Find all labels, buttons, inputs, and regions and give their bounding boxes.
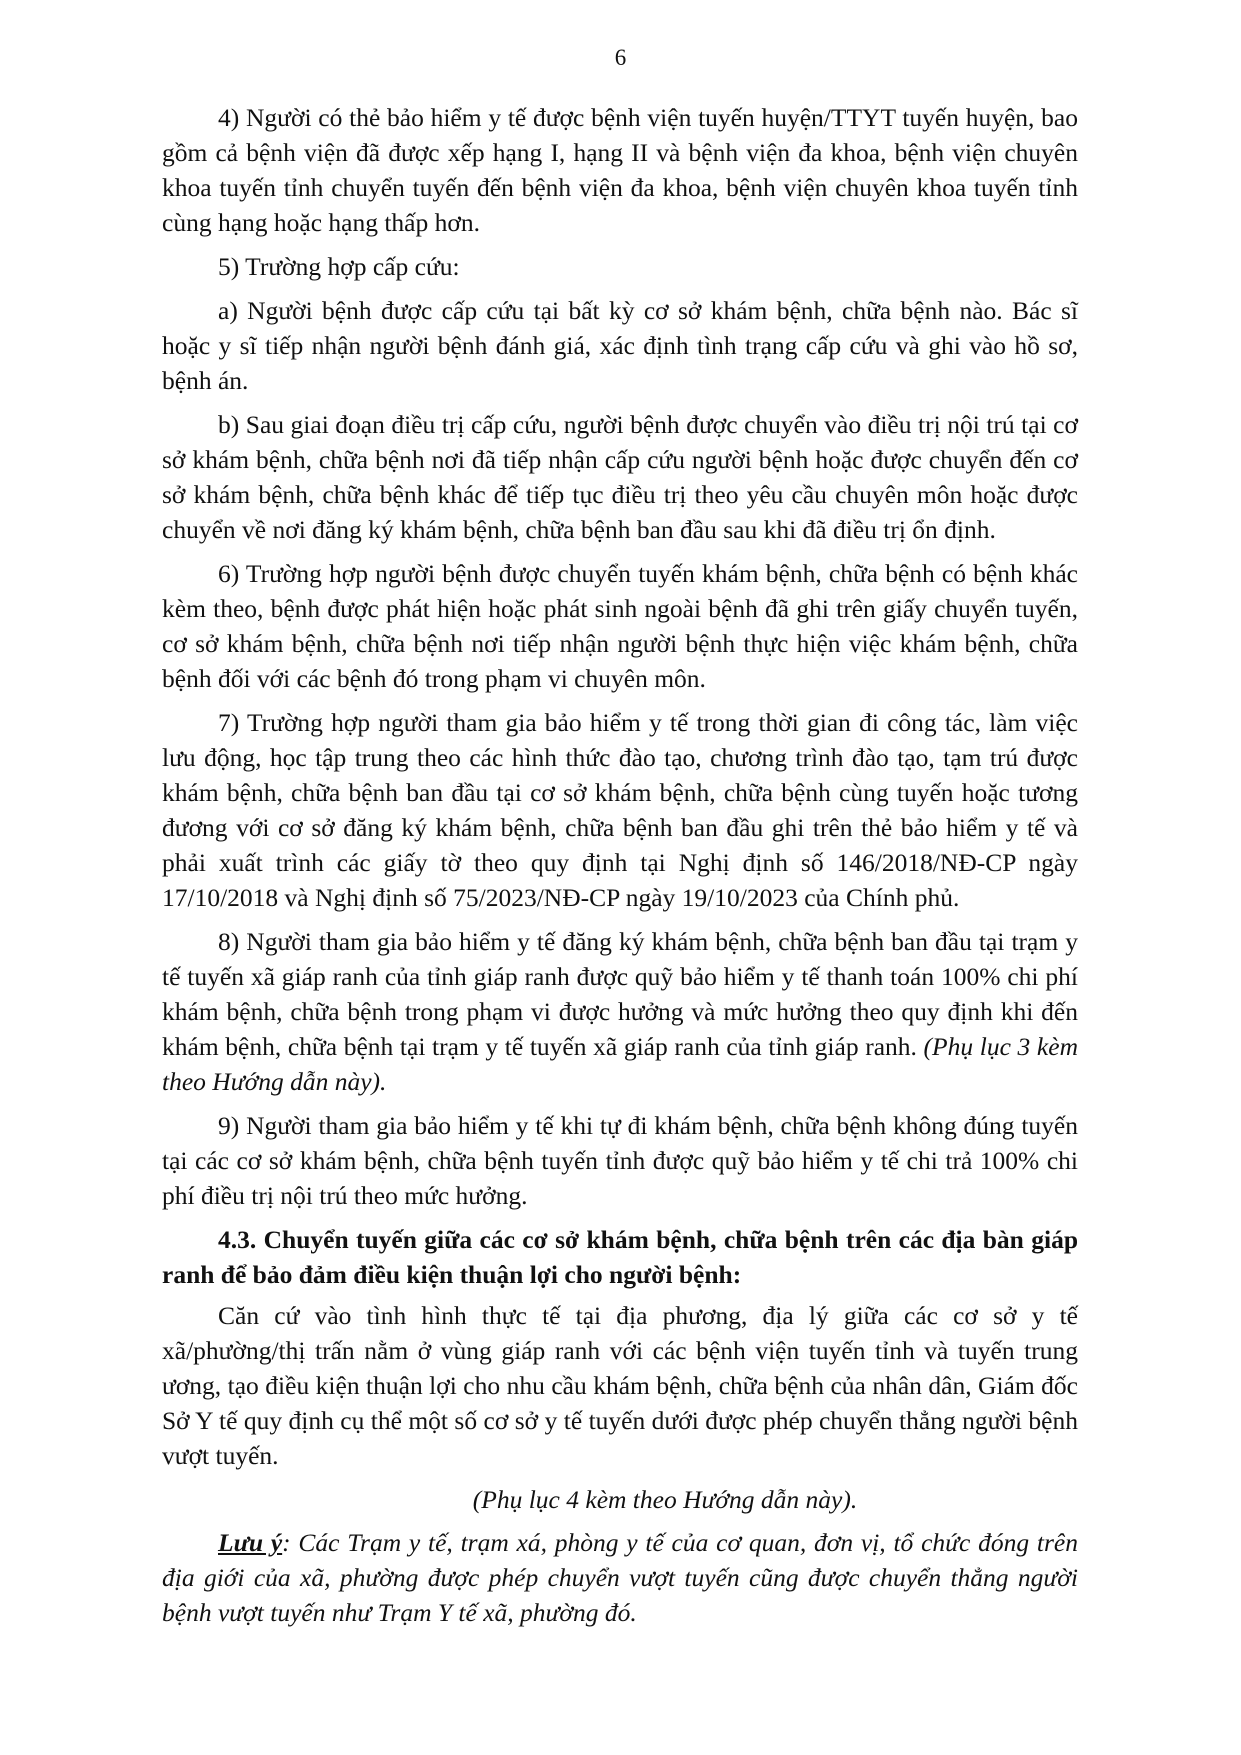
paragraph-item-5: 5) Trường hợp cấp cứu: [218,252,460,281]
paragraph-item-5b: b) Sau giai đoạn điều trị cấp cứu, người bệnh được chuyển vào điều trị nội trú tại cơ sở khám bệnh, chữa bệnh nơi đã tiếp nhận cấp cứu người bệnh hoặc được chuyển đến cơ sở khám bệnh, chữa bệnh khác để tiếp tục điều trị theo yêu cầu chuyên môn hoặc được chuyển về nơi đăng ký khám bệnh, chữa bệnh ban đầu sau khi đã điều trị ổn định. [162,410,1078,544]
section-heading-4-3: 4.3. Chuyển tuyến giữa các cơ sở khám bệnh, chữa bệnh trên các địa bàn giáp ranh để bảo đảm điều kiện thuận lợi cho người bệnh: [162,1225,1078,1289]
note-label: Lưu ý [218,1528,283,1557]
paragraph-item-8-text: 8) Người tham gia bảo hiểm y tế đăng ký khám bệnh, chữa bệnh ban đầu tại trạm y tế tuyến xã giáp ranh của tỉnh giáp ranh được quỹ bảo hiểm y tế thanh toán 100% chi phí khám bệnh, chữa bệnh trong phạm vi được hưởng và mức hưởng theo quy định khi đến khám bệnh, chữa bệnh tại trạm y tế tuyến xã giáp ranh của tỉnh giáp ranh. [162,927,1078,1061]
note-text: Các Trạm y tế, trạm xá, phòng y tế của cơ quan, đơn vị, tổ chức đóng trên địa giới của xã, phường được phép chuyển vượt tuyến cũng được chuyển thẳng người bệnh vượt tuyến như Trạm Y tế xã, phường đó. [162,1528,1078,1627]
paragraph-item-4: 4) Người có thẻ bảo hiểm y tế được bệnh viện tuyến huyện/TTYT tuyến huyện, bao gồm cả bệnh viện đã được xếp hạng I, hạng II và bệnh viện đa khoa, bệnh viện chuyên khoa tuyến tỉnh chuyển tuyến đến bệnh viện đa khoa, bệnh viện chuyên khoa tuyến tỉnh cùng hạng hoặc hạng thấp hơn. [162,103,1078,237]
note-paragraph [162,1525,1078,1630]
page-number: 6 [614,45,627,70]
note-colon: : [282,1528,299,1557]
paragraph-item-7: 7) Trường hợp người tham gia bảo hiểm y tế trong thời gian đi công tác, làm việc lưu động, học tập trung theo các hình thức đào tạo, chương trình đào tạo, tạm trú được khám bệnh, chữa bệnh ban đầu tại cơ sở khám bệnh, chữa bệnh cùng tuyến hoặc tương đương với cơ sở đăng ký khám bệnh, chữa bệnh ban đầu ghi trên thẻ bảo hiểm y tế và phải xuất trình các giấy tờ theo quy định tại Nghị định số 146/2018/NĐ-CP ngày 17/10/2018 và Nghị định số 75/2023/NĐ-CP ngày 19/10/2023 của Chính phủ. [162,708,1078,912]
paragraph-item-5a: a) Người bệnh được cấp cứu tại bất kỳ cơ sở khám bệnh, chữa bệnh nào. Bác sĩ hoặc y sĩ tiếp nhận người bệnh đánh giá, xác định tình trạng cấp cứu và ghi vào hồ sơ, bệnh án. [162,296,1078,395]
paragraph-item-8 [162,924,1078,1099]
section-4-3-body: Căn cứ vào tình hình thực tế tại địa phương, địa lý giữa các cơ sở y tế xã/phường/thị trấn nằm ở vùng giáp ranh với các bệnh viện tuyến tỉnh và tuyến trung ương, tạo điều kiện thuận lợi cho nhu cầu khám bệnh, chữa bệnh của nhân dân, Giám đốc Sở Y tế quy định cụ thể một số cơ sở y tế tuyến dưới được phép chuyển thẳng người bệnh vượt tuyến. [162,1301,1078,1470]
document-body [162,100,1078,1639]
appendix-4-reference: (Phụ lục 4 kèm theo Hướng dẫn này). [472,1485,858,1514]
paragraph-item-6: 6) Trường hợp người bệnh được chuyển tuyến khám bệnh, chữa bệnh có bệnh khác kèm theo, bệnh được phát hiện hoặc phát sinh ngoài bệnh đã ghi trên giấy chuyển tuyến, cơ sở khám bệnh, chữa bệnh nơi tiếp nhận người bệnh thực hiện việc khám bệnh, chữa bệnh đối với các bệnh đó trong phạm vi chuyên môn. [162,559,1078,693]
appendix-3-reference: (Phụ lục 3 kèm theo Hướng dẫn này). [162,1032,1078,1096]
paragraph-item-9: 9) Người tham gia bảo hiểm y tế khi tự đi khám bệnh, chữa bệnh không đúng tuyến tại các cơ sở khám bệnh, chữa bệnh tuyến tỉnh được quỹ bảo hiểm y tế chi trả 100% chi phí điều trị nội trú theo mức hưởng. [162,1111,1078,1210]
